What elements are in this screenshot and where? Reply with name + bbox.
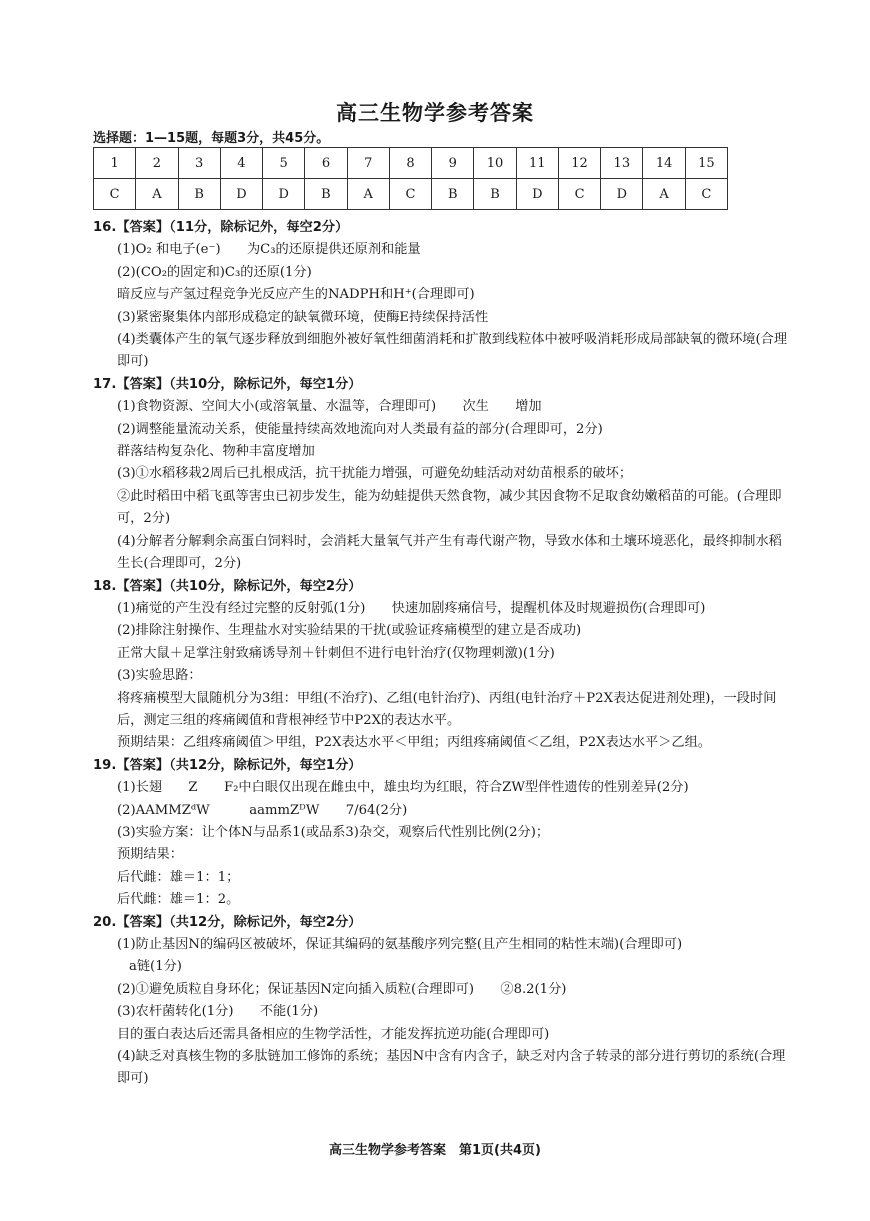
answer-cell: B — [474, 179, 516, 210]
q18-line: (1)痛觉的产生没有经过完整的反射弧(1分) 快速加剧疼痛信号，提醒机体及时规避损伤(合理即可) — [117, 600, 706, 616]
question-number-cell: 6 — [305, 148, 347, 179]
answer-cell: A — [347, 179, 389, 210]
question-number-cell: 8 — [389, 148, 431, 179]
q20-line: (4)缺乏对真核生物的多肽链加工修饰的系统；基因N中含有内含子，缺乏对内含子转录的部分进行剪切的系统(合理即可) — [117, 1049, 786, 1087]
question-number-cell: 3 — [178, 148, 220, 179]
q19-header: 19.【答案】（共12分，除标记外，每空1分） — [93, 757, 362, 773]
q19-line: 后代雌：雄＝1：1； — [117, 869, 240, 885]
q20-line: (3)农杆菌转化(1分) 不能(1分) — [117, 1004, 319, 1020]
q18-line: (2)排除注射操作、生理盐水对实验结果的干扰(或验证疼痛模型的建立是否成功) — [117, 623, 582, 639]
q19-line: (2)AAMMZᵈW aammZᴰW 7/64(2分) — [117, 802, 408, 818]
answer-cell: C — [389, 179, 431, 210]
q18-line: 正常大鼠＋足掌注射致痛诱导剂＋针刺但不进行电针治疗(仅物理刺激)(1分) — [117, 645, 555, 661]
q17-line: (1)食物资源、空间大小(或溶氧量、水温等，合理即可) 次生 增加 — [117, 399, 542, 415]
page-title: 高三生物学参考答案 — [336, 101, 534, 125]
question-number-cell: 5 — [263, 148, 305, 179]
q18-header: 18.【答案】（共10分，除标记外，每空2分） — [93, 578, 362, 594]
question-number-row — [94, 148, 728, 179]
q16-line: (3)紧密聚集体内部形成稳定的缺氧微环境，使酶E持续保持活性 — [117, 309, 489, 325]
q17-line: 群落结构复杂化、物种丰富度增加 — [117, 444, 315, 460]
q17-line: (4)分解者分解剩余高蛋白饲料时，会消耗大量氧气并产生有毒代谢产物，导致水体和土壤环境恶化，最终抑制水稻生长(合理即可，2分) — [117, 533, 782, 572]
question-number-cell: 2 — [136, 148, 178, 179]
answer-cell: D — [516, 179, 558, 210]
answer-cell: B — [432, 179, 474, 210]
q17-line: ②此时稻田中稻飞虱等害虫已初步发生，能为幼蛙提供天然食物，减少其因食物不足取食幼嫩稻苗的可能。(合理即可，2分) — [117, 488, 782, 527]
question-number-cell: 15 — [685, 148, 727, 179]
q16-line: (4)类囊体产生的氧气逐步释放到细胞外被好氧性细菌消耗和扩散到线粒体中被呼吸消耗形成局部缺氧的微环境(合理即可) — [117, 332, 788, 370]
answer-cell: A — [643, 179, 685, 210]
q20-line: 目的蛋白表达后还需具备相应的生物学活性，才能发挥抗逆功能(合理即可) — [117, 1026, 550, 1042]
q20-line: (2)①避免质粒自身环化；保证基因N定向插入质粒(合理即可) ②8.2(1分) — [117, 981, 567, 997]
answer-cell: C — [94, 179, 136, 210]
q18-line: (3)实验思路： — [117, 668, 202, 684]
question-number-cell: 13 — [601, 148, 643, 179]
page-footer: 高三生物学参考答案 第1页(共4页) — [329, 1143, 541, 1158]
answer-cell: C — [558, 179, 600, 210]
q19-line: 预期结果： — [117, 847, 183, 863]
answer-cell: D — [263, 179, 305, 210]
q18-line: 将疼痛模型大鼠随机分为3组：甲组(不治疗)、乙组(电针治疗)、丙组(电针治疗＋P2X表达促进剂处理)，一段时间后，测定三组的疼痛阈值和背根神经节中P2X的表达水平。 — [117, 690, 777, 728]
question-number-cell: 9 — [432, 148, 474, 179]
answer-cell: D — [601, 179, 643, 210]
answer-cell: B — [178, 179, 220, 210]
q16-line: (1)O₂ 和电子(e⁻) 为C₃的还原提供还原剂和能量 — [117, 242, 421, 258]
question-number-cell: 1 — [94, 148, 136, 179]
q19-line: (1)长翅 Z F₂中白眼仅出现在雌虫中，雄虫均为红眼，符合ZW型伴性遗传的性别差异(2分) — [117, 780, 689, 796]
q20-line: a链(1分) — [129, 959, 182, 975]
question-number-cell: 7 — [347, 148, 389, 179]
q20-line: (1)防止基因N的编码区被破坏，保证其编码的氨基酸序列完整(且产生相同的粘性末端)(合理即可) — [117, 937, 683, 952]
q17-line: (2)调整能量流动关系，使能量持续高效地流向对人类最有益的部分(合理即可，2分) — [117, 421, 603, 437]
question-number-cell: 11 — [516, 148, 558, 179]
q20-header: 20.【答案】（共12分，除标记外，每空2分） — [93, 914, 362, 930]
choice-section-header: 选择题：1—15题，每题3分，共45分。 — [93, 131, 330, 146]
answer-content — [93, 217, 793, 1091]
answer-cell: B — [305, 179, 347, 210]
choice-answer-table — [93, 147, 728, 210]
q19-line: (3)实验方案：让个体N与品系1(或品系3)杂交，观察后代性别比例(2分)； — [117, 824, 550, 840]
question-number-cell: 12 — [558, 148, 600, 179]
q17-header: 17.【答案】（共10分，除标记外，每空1分） — [93, 376, 362, 392]
question-number-cell: 4 — [220, 148, 262, 179]
question-number-cell: 14 — [643, 148, 685, 179]
q19-line: 后代雌：雄＝1：2。 — [117, 892, 240, 908]
q16-header: 16.【答案】（11分，除标记外，每空2分） — [93, 220, 349, 235]
q16-line: 暗反应与产氢过程竞争光反应产生的NADPH和H⁺(合理即可) — [117, 287, 475, 303]
answer-cell: D — [220, 179, 262, 210]
q16-line: (2)(CO₂的固定和)C₃的还原(1分) — [117, 264, 312, 280]
q18-line: 预期结果：乙组疼痛阈值＞甲组，P2X表达水平＜甲组；丙组疼痛阈值＜乙组，P2X表达水平＞乙组。 — [117, 735, 711, 751]
answer-cell: C — [685, 179, 727, 210]
question-number-cell: 10 — [474, 148, 516, 179]
answer-row — [94, 179, 728, 210]
answer-cell: A — [136, 179, 178, 210]
q17-line: (3)①水稻移栽2周后已扎根成活，抗干扰能力增强，可避免幼蛙活动对幼苗根系的破坏； — [117, 466, 633, 482]
